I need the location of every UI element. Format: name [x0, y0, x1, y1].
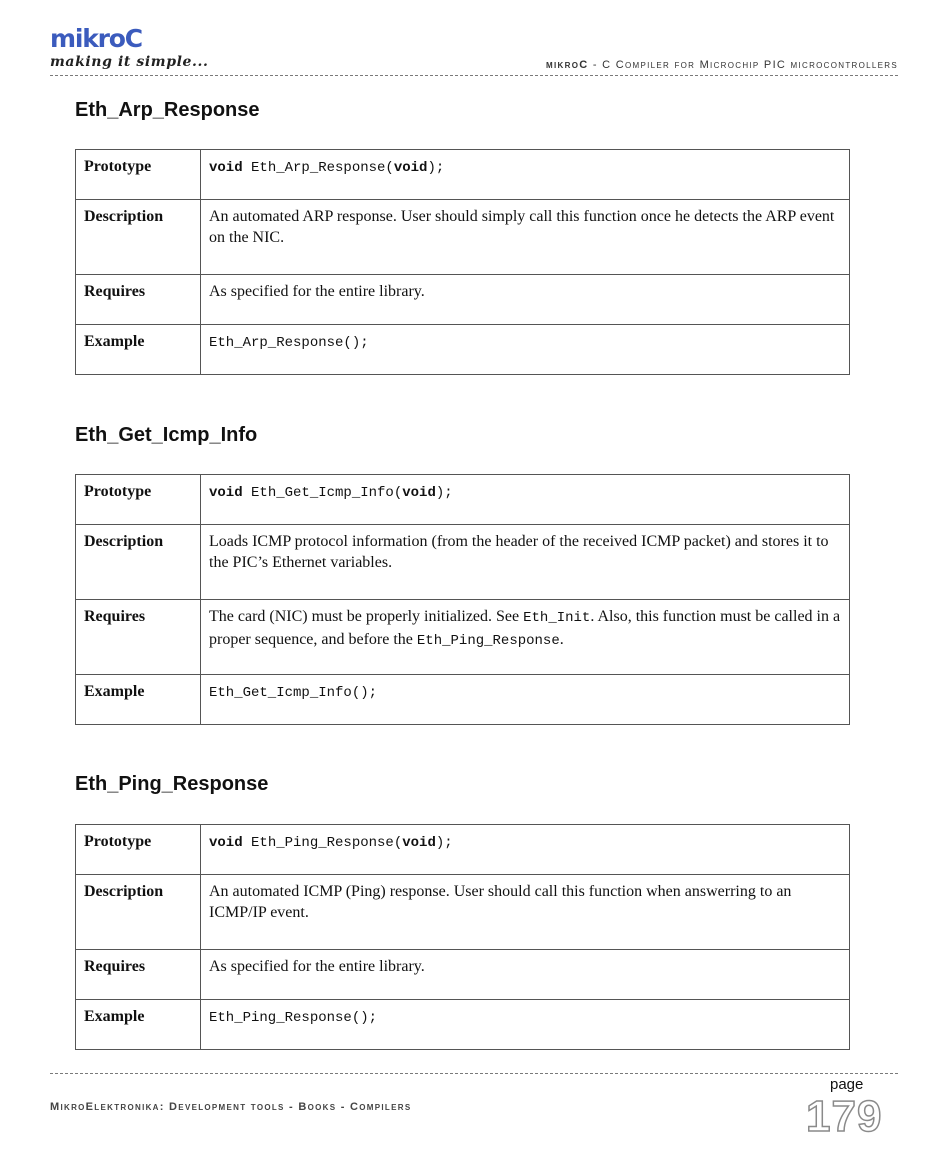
- header-product-desc: - C Compiler for Microchip PIC microcontrollers: [588, 59, 898, 71]
- example-label: Example: [76, 325, 201, 375]
- description-row: [76, 200, 850, 275]
- section-title-eth-ping-response: Eth_Ping_Response: [75, 773, 269, 795]
- example-row: [76, 675, 850, 725]
- prototype-row: [76, 475, 850, 525]
- page-number: 179: [806, 1092, 883, 1141]
- footer-publisher: MikroElektronika: Development tools - Books - Compilers: [50, 1101, 412, 1113]
- prototype-label: Prototype: [76, 150, 201, 200]
- description-row: [76, 875, 850, 950]
- prototype-function-name: Eth_Ping_Response(: [242, 835, 403, 851]
- example-value: [201, 325, 850, 375]
- header-divider: [50, 75, 898, 76]
- example-value: [201, 675, 850, 725]
- prototype-end: );: [435, 835, 453, 851]
- header-title: [546, 59, 898, 71]
- example-label: Example: [76, 675, 201, 725]
- description-label: Description: [76, 875, 201, 950]
- description-row: [76, 525, 850, 600]
- requires-label: Requires: [76, 950, 201, 1000]
- example-code: Eth_Arp_Response();: [209, 335, 369, 351]
- description-value: An automated ICMP (Ping) response. User should call this function when answerring to an ICMP/IP event.: [201, 875, 850, 950]
- requires-text-1: The card (NIC) must be properly initialized. See: [209, 608, 524, 625]
- prototype-end: );: [427, 160, 445, 176]
- page-label: page: [830, 1076, 864, 1093]
- prototype-value: [201, 150, 850, 200]
- prototype-row: [76, 825, 850, 875]
- prototype-function-name: Eth_Get_Icmp_Info(: [242, 485, 403, 501]
- prototype-row: [76, 150, 850, 200]
- requires-code-eth-ping-response: Eth_Ping_Response: [416, 633, 560, 649]
- example-row: [76, 1000, 850, 1050]
- requires-row: [76, 275, 850, 325]
- description-value: Loads ICMP protocol information (from the header of the received ICMP packet) and stores it to the PIC’s Ethernet variables.: [201, 525, 850, 600]
- prototype-return-type: void: [209, 485, 243, 501]
- prototype-label: Prototype: [76, 825, 201, 875]
- tagline: making it simple...: [50, 54, 209, 70]
- requires-value: As specified for the entire library.: [201, 950, 850, 1000]
- prototype-arg: void: [402, 485, 436, 501]
- prototype-function-name: Eth_Arp_Response(: [242, 160, 394, 176]
- section-title-eth-arp-response: Eth_Arp_Response: [75, 99, 260, 121]
- prototype-label: Prototype: [76, 475, 201, 525]
- function-table-eth-arp-response: [75, 149, 850, 375]
- header-product: mikroC: [546, 59, 589, 71]
- description-label: Description: [76, 525, 201, 600]
- section-title-eth-get-icmp-info: Eth_Get_Icmp_Info: [75, 424, 258, 446]
- description-value: An automated ARP response. User should simply call this function once he detects the ARP event on the NIC.: [201, 200, 850, 275]
- prototype-return-type: void: [209, 160, 243, 176]
- example-value: [201, 1000, 850, 1050]
- function-table-eth-ping-response: [75, 824, 850, 1050]
- prototype-end: );: [435, 485, 453, 501]
- prototype-arg: void: [402, 835, 436, 851]
- requires-value: [201, 600, 850, 675]
- prototype-value: [201, 825, 850, 875]
- requires-row: [76, 600, 850, 675]
- example-code: Eth_Get_Icmp_Info();: [209, 685, 378, 701]
- mikroc-logo: mikroC: [50, 24, 142, 53]
- example-row: [76, 325, 850, 375]
- description-label: Description: [76, 200, 201, 275]
- example-code: Eth_Ping_Response();: [209, 1010, 378, 1026]
- requires-text-3: .: [559, 631, 564, 648]
- requires-row: [76, 950, 850, 1000]
- requires-label: Requires: [76, 600, 201, 675]
- requires-text-2: . Also, this function must be called in a proper sequence, and before the: [209, 608, 841, 648]
- footer-divider: [50, 1073, 898, 1074]
- prototype-value: [201, 475, 850, 525]
- requires-label: Requires: [76, 275, 201, 325]
- prototype-arg: void: [393, 160, 428, 176]
- function-table-eth-get-icmp-info: [75, 474, 850, 725]
- prototype-return-type: void: [209, 835, 243, 851]
- requires-code-eth-init: Eth_Init: [523, 610, 591, 626]
- requires-value: As specified for the entire library.: [201, 275, 850, 325]
- example-label: Example: [76, 1000, 201, 1050]
